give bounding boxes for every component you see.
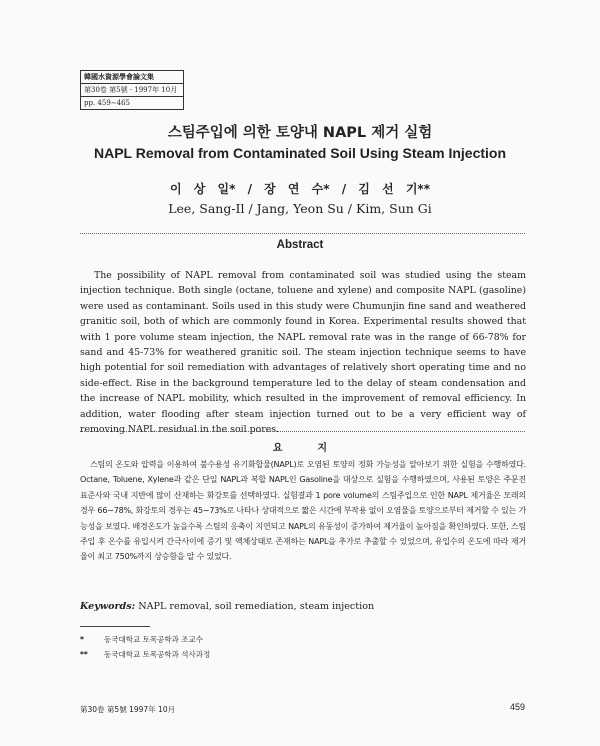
title-english: NAPL Removal from Contaminated Soil Using Steam Injection (93, 145, 507, 161)
abstract-body: The possibility of NAPL removal from contaminated soil was studied using the steam injection technique. Both single (octane, toluene and xylene) and composite NAPL (gasoline) were used as contaminant. Soils used in this study were Chumunjin fine sand and weathered granitic soil, both of which are commonly found in Korea. Experimental results showed that with 1 pore volume steam injection, the NAPL removal rate was in the range of 66-78% for sand and 45-73% for weathered granitic soil. The steam injection technique seems to have high potential for soil remediation with advantages of relatively short operating time and no side-effect. Rise in the background temperature led to the delay of steam condensation and the increase of NAPL mobility, which resulted in the improvement of removal efficiency. In addition, water flooding after steam injection turned out to be a very efficient way of removing NAPL residual in the soil pores. (80, 270, 526, 436)
journal-volume: 第30卷 第5號 · 1997年 10月 (80, 83, 184, 96)
keywords-label: Keywords: (80, 601, 136, 612)
authors-korean: 이 상 일* / 장 연 수* / 김 선 기** (170, 182, 430, 196)
footnote (80, 649, 210, 660)
divider (80, 233, 525, 234)
yoji-body: 스팀의 온도와 압력을 이용하여 불수용성 유기화합물(NAPL)로 오염된 토양의 정화 가능성을 알아보기 위한 실험을 수행하였다. Octane, Toluene, Xylene과 같은 단일 NAPL과 복합 NAPL인 Gasoline을 대상으로 실험을 수행하였으며, 사용된 토양은 주문진 표준사와 국내 지반에 많이 산재하는 화강토를 선택하였다. 실험결과 1 pore volume의 스팀주입으로 인한 NAPL 제거율은 모래의 경우 66∼78%, 화강토의 경우는 45∼73%로 나타나 상대적으로 짧은 시간에 부작용 없이 오염물을 토양으로부터 제거할 수 있는 가능성을 보였다. 배경온도가 높을수록 스팀의 응축이 지연되고 NAPL의 유동성이 증가하여 제거율이 높아짐을 확인하였다. 또한, 스팀주입 후 온수를 유입시켜 간극사이에 증기 및 액체상태로 존재하는 NAPL을 추가로 추출할 수 있었으며, 유입수의 온도에 따라 제거율이 최고 750%까지 상승함을 알 수 있었다. (80, 460, 526, 562)
authors-english: Lee, Sang-Il / Jang, Yeon Su / Kim, Sun Gi (168, 201, 432, 216)
footnote-text: 동국대학교 토목공학과 조교수 (104, 635, 203, 644)
footnote (80, 634, 203, 645)
footnote-mark: ** (80, 650, 88, 659)
footnote-text: 동국대학교 토목공학과 석사과정 (104, 650, 211, 659)
divider (80, 431, 525, 432)
journal-info-box (80, 70, 184, 110)
abstract-heading: Abstract (276, 239, 324, 251)
footer-journal-info: 第30卷 第5號 1997年 10月 (80, 705, 176, 714)
footnote-rule (80, 626, 150, 627)
keywords-list: NAPL removal, soil remediation, steam injection (138, 601, 375, 612)
title-korean: 스팀주입에 의한 토양내 NAPL 제거 실험 (167, 125, 433, 141)
journal-name: 韓國水資源學會論文集 (80, 70, 184, 83)
page-number: 459 (509, 702, 525, 712)
footnote-mark: * (80, 635, 84, 644)
yoji-heading: 요 지 (272, 443, 328, 454)
keywords (80, 601, 374, 612)
journal-pages: pp. 459∼465 (80, 96, 184, 110)
